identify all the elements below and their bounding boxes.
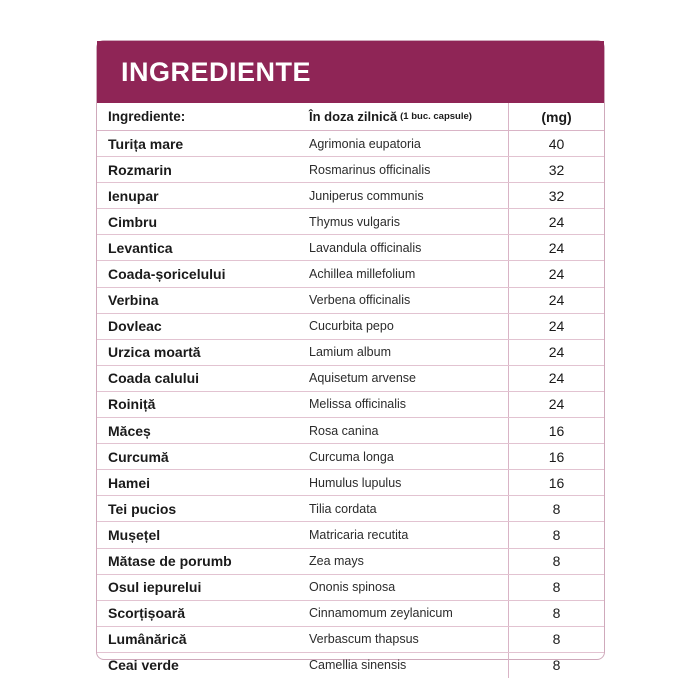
- latin-name: Lavandula officinalis: [309, 240, 422, 255]
- ingredient-name: Ienupar: [108, 187, 159, 204]
- table-row: [97, 392, 604, 418]
- dose-mg: 24: [508, 340, 604, 365]
- ingredient-name: Mușețel: [108, 526, 161, 543]
- ingredient-name: Verbina: [108, 292, 159, 309]
- latin-name: Verbascum thapsus: [309, 632, 419, 647]
- table-body: [97, 131, 604, 678]
- dose-mg: 24: [508, 288, 604, 313]
- dose-mg: 32: [508, 157, 604, 182]
- latin-name: Verbena officinalis: [309, 293, 411, 308]
- latin-name: Ononis spinosa: [309, 580, 396, 595]
- ingredient-name: Lumânărică: [108, 631, 187, 648]
- table-row: [97, 131, 604, 157]
- ingredient-name: Dovleac: [108, 318, 162, 335]
- ingredient-name: Urzica moartă: [108, 344, 201, 361]
- header-ingredient: Ingrediente:: [108, 109, 186, 124]
- latin-name: Zea mays: [309, 554, 364, 569]
- ingredient-name: Osul iepurelui: [108, 579, 202, 596]
- dose-mg: 24: [508, 209, 604, 234]
- ingredient-name: Cimbru: [108, 213, 157, 230]
- table-row: [97, 418, 604, 444]
- ingredient-name: Scorțișoară: [108, 605, 186, 622]
- dose-mg: 8: [508, 549, 604, 574]
- ingredient-name: Coada calului: [108, 370, 200, 387]
- dose-mg: 24: [508, 314, 604, 339]
- ingredients-card: [96, 40, 605, 674]
- table-row: [97, 183, 604, 209]
- ingredient-name: Măceș: [108, 422, 151, 439]
- table-row: [97, 653, 604, 678]
- banner-title: INGREDIENTE: [121, 56, 312, 87]
- table-row: [97, 601, 604, 627]
- latin-name: Cinnamomum zeylanicum: [309, 606, 453, 621]
- ingredient-name: Curcumă: [108, 448, 169, 465]
- latin-name: Achillea millefolium: [309, 267, 416, 282]
- table-row: [97, 444, 604, 470]
- dose-mg: 16: [508, 418, 604, 443]
- table-row: [97, 575, 604, 601]
- latin-name: Curcuma longa: [309, 449, 394, 464]
- latin-name: Thymus vulgaris: [309, 214, 400, 229]
- dose-mg: 8: [508, 601, 604, 626]
- ingredient-name: Ceai verde: [108, 657, 179, 674]
- table-row: [97, 261, 604, 287]
- table-row: [97, 522, 604, 548]
- table-row: [97, 235, 604, 261]
- latin-name: Agrimonia eupatoria: [309, 136, 421, 151]
- ingredient-name: Levantica: [108, 239, 173, 256]
- latin-name: Melissa officinalis: [309, 397, 407, 412]
- dose-mg: 8: [508, 627, 604, 652]
- table-row: [97, 470, 604, 496]
- dose-mg: 24: [508, 261, 604, 286]
- dose-mg: 24: [508, 366, 604, 391]
- dose-mg: 40: [508, 131, 604, 156]
- ingredient-name: Rozmarin: [108, 161, 172, 178]
- dose-mg: 16: [508, 470, 604, 495]
- table-row: [97, 366, 604, 392]
- table-row: [97, 288, 604, 314]
- table-row: [97, 496, 604, 522]
- table-row: [97, 209, 604, 235]
- table-header: [97, 103, 604, 131]
- dose-mg: 32: [508, 183, 604, 208]
- latin-name: Aquisetum arvense: [309, 371, 417, 386]
- table-row: [97, 314, 604, 340]
- table-row: [97, 340, 604, 366]
- latin-name: Rosmarinus officinalis: [309, 162, 431, 177]
- dose-mg: 8: [508, 575, 604, 600]
- ingredient-name: Coada-șoricelului: [108, 266, 226, 283]
- latin-name: Rosa canina: [309, 423, 379, 438]
- table-row: [97, 157, 604, 183]
- latin-name: Juniperus communis: [309, 188, 424, 203]
- dose-mg: 8: [508, 522, 604, 547]
- header-mg: (mg): [508, 103, 604, 130]
- dose-mg: 24: [508, 235, 604, 260]
- header-daily-dose-note: (1 buc. capsule): [400, 111, 472, 122]
- ingredient-name: Tei pucios: [108, 500, 177, 517]
- header-daily-dose: [302, 103, 508, 130]
- table-row: [97, 549, 604, 575]
- dose-mg: 8: [508, 496, 604, 521]
- latin-name: Camellia sinensis: [309, 658, 407, 673]
- ingredient-name: Turița mare: [108, 135, 184, 152]
- dose-mg: 8: [508, 653, 604, 678]
- header-daily-dose-label: În doza zilnică: [309, 109, 398, 124]
- ingredient-name: Hamei: [108, 474, 151, 491]
- dose-mg: 16: [508, 444, 604, 469]
- table-row: [97, 627, 604, 653]
- latin-name: Lamium album: [309, 345, 391, 360]
- latin-name: Matricaria recutita: [309, 527, 409, 542]
- latin-name: Tilia cordata: [309, 501, 377, 516]
- ingredients-banner: [97, 41, 604, 103]
- dose-mg: 24: [508, 392, 604, 417]
- latin-name: Humulus lupulus: [309, 475, 402, 490]
- ingredient-name: Roiniță: [108, 396, 156, 413]
- ingredient-name: Mătase de porumb: [108, 553, 232, 570]
- latin-name: Cucurbita pepo: [309, 319, 394, 334]
